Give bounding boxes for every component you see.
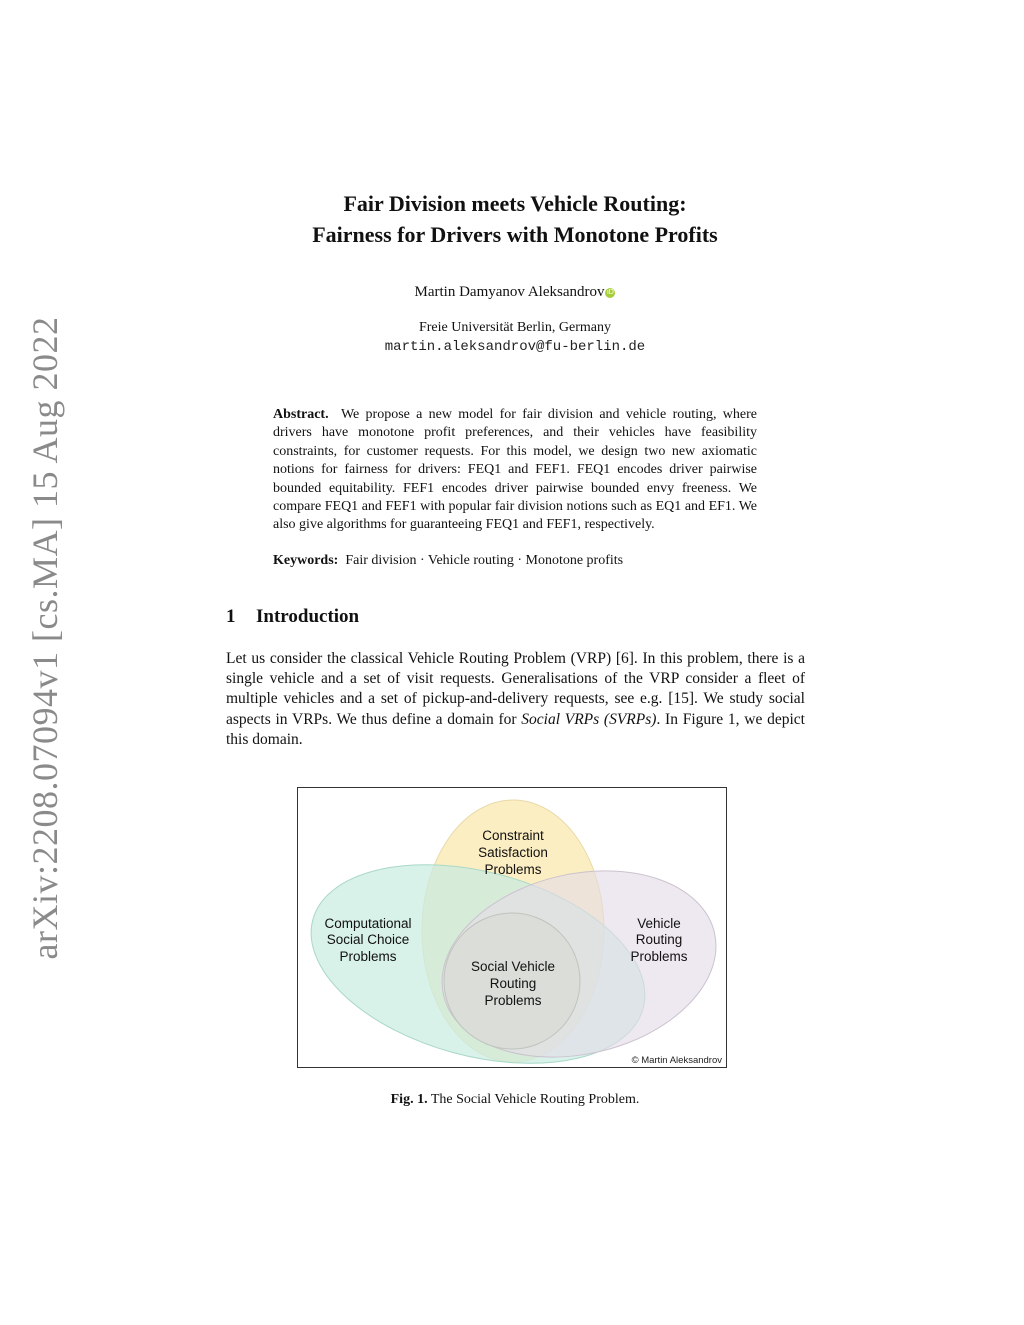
author-name: Martin Damyanov Aleksandrov (414, 284, 605, 300)
cscp-label-1: Computational (324, 916, 412, 931)
title-line-1: Fair Division meets Vehicle Routing: (343, 191, 687, 216)
keywords-text: Fair division · Vehicle routing · Monotone profits (345, 553, 624, 568)
affiliation: Freie Universität Berlin, Germany (418, 320, 612, 335)
intro-italic-term: Social VRPs (SVRPs) (521, 710, 657, 728)
csp-label-3: Problems (484, 862, 542, 877)
keywords-label: Keywords: (273, 553, 339, 568)
figure-copyright: © Martin Aleksandrov (631, 1055, 722, 1066)
caption-label: Fig. 1. (390, 1092, 428, 1107)
caption-text: The Social Vehicle Routing Problem. (430, 1092, 640, 1107)
orcid-icon[interactable]: iD (607, 289, 614, 296)
abstract-text: We propose a new model for fair division and vehicle routing, where drivers have monotone profit preferences, and their vehicles have feasibility constraints, for customer requests. For this model, we design two new axiomatic notions for fairness for drivers: FEQ1 and FEF1. FEQ1 encodes driver pairwise bounded equitability. FEF1 encodes driver pairwise bounded envy freeness. We compare FEQ1 and FEF1 with popular fair division notions such as EQ1 and EF1. We also give algorithms for guaranteeing FEQ1 and FEF1, respectively. (273, 407, 757, 533)
section-number: 1 (226, 606, 236, 627)
paper-title (0, 188, 1024, 250)
vrp-label-2: Routing (635, 932, 683, 947)
author-line (0, 284, 1024, 301)
intro-text-start: Let us consider the classical Vehicle Routing Problem (VRP) [6]. In this problem, there is a single vehicle and a set of visit requests. Generalisations of the VRP consider a fleet of multiple vehicles and a set of pickup-and-delivery requests, see e.g. [15]. We study social aspects in VRPs. We thus define a domain for (226, 650, 805, 728)
intro-paragraph (226, 649, 805, 750)
title-line-2: Fairness for Drivers with Monotone Profits (312, 222, 718, 247)
abstract-label: Abstract. (273, 407, 329, 422)
svrp-label-3: Problems (484, 993, 542, 1008)
section-heading (226, 606, 359, 628)
figure-caption (0, 1092, 1024, 1108)
abstract (273, 406, 757, 535)
csp-label-1: Constraint (482, 828, 544, 843)
figure-venn-diagram (297, 787, 727, 1068)
section-title: Introduction (256, 606, 360, 627)
author-email: martin.aleksandrov@fu-berlin.de (384, 339, 646, 355)
arxiv-identifier: arXiv:2208.07094v1 [cs.MA] 15 Aug 2022 (25, 316, 65, 960)
keywords (273, 553, 757, 569)
intro-text-end: . In Figure 1, we depict this domain. (226, 710, 805, 748)
cscp-label-2: Social Choice (326, 932, 410, 947)
csp-label-2: Satisfaction (478, 845, 548, 860)
vrp-label-1: Vehicle (637, 916, 681, 931)
svrp-label-1: Social Vehicle (470, 959, 556, 974)
cscp-label-3: Problems (339, 949, 397, 964)
venn-svg (298, 788, 725, 1066)
vrp-label-3: Problems (630, 949, 688, 964)
svrp-label-2: Routing (489, 976, 537, 991)
